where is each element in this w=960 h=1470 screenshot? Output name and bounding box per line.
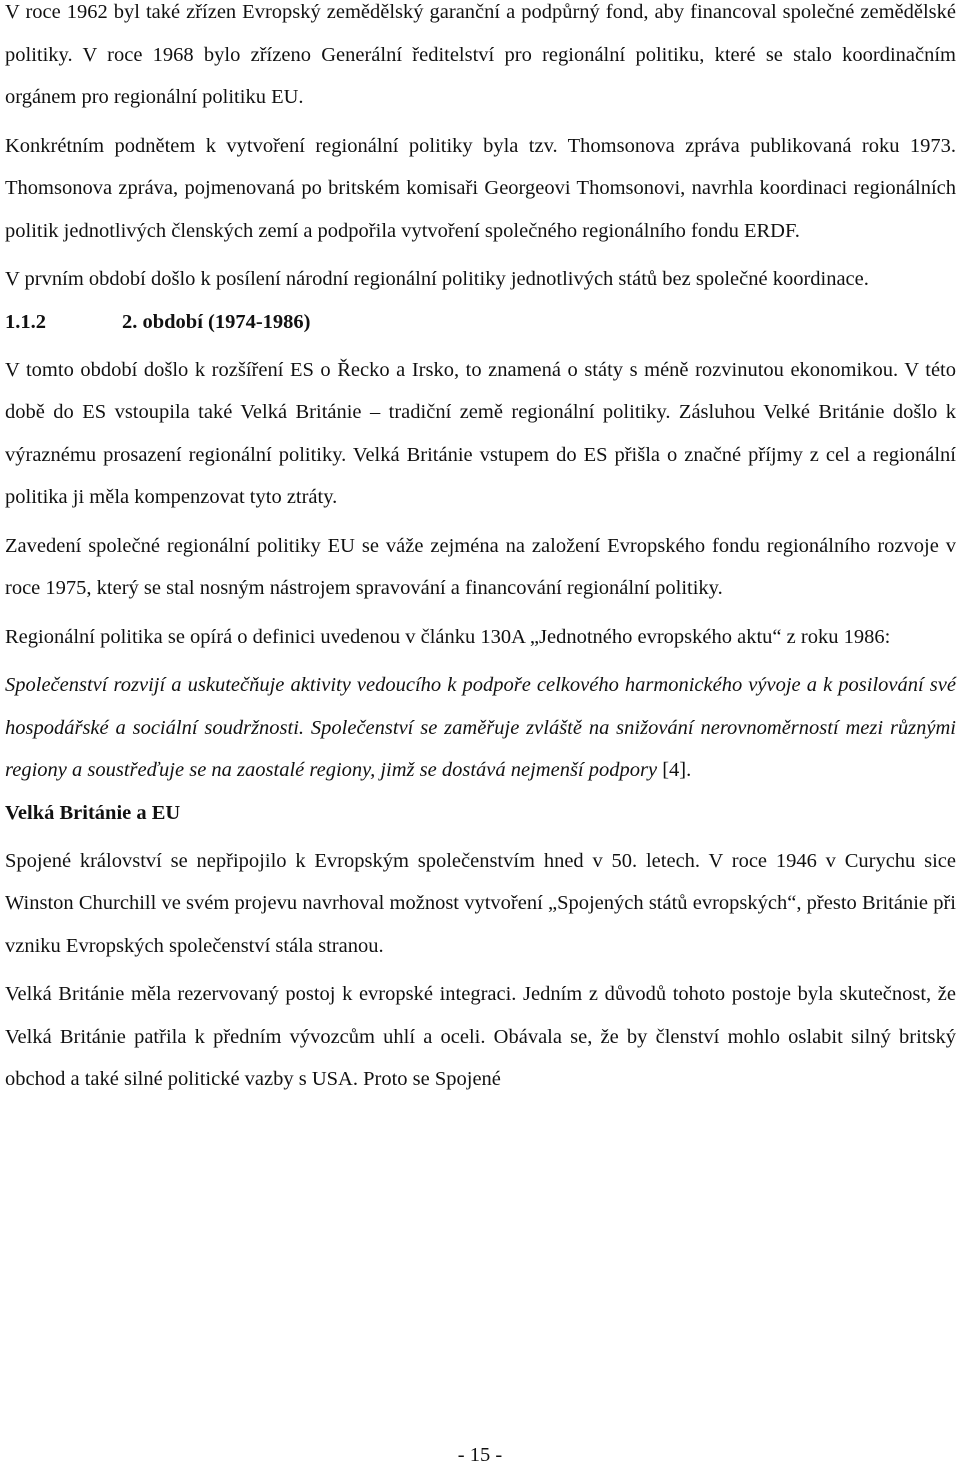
paragraph-definition: Regionální politika se opírá o definici uvedenou v článku 130A „Jednotného evropského aktu“ z roku 1986: <box>5 625 891 648</box>
quote-block <box>5 664 956 792</box>
quote-citation: [4]. <box>657 759 692 781</box>
paragraph-thomson-report: Konkrétním podnětem k vytvoření regionální politiky byla tzv. Thomsonova zpráva publikovaná roku 1973. Thomsonova zpráva, pojmenovaná po britském komisaři Georgeovi Thomsonovi, navrhla koordinaci regionálních politik jednotlivých členských zemí a podpořila vytvoření společného regionálního fondu ERDF. <box>5 134 956 242</box>
section-heading <box>5 301 956 343</box>
section-title: 2. období (1974-1986) <box>122 310 311 333</box>
subheading-uk: Velká Británie a EU <box>5 801 181 824</box>
paragraph-fund: V roce 1962 byl také zřízen Evropský zemědělský garanční a podpůrný fond, aby financoval společné zemědělské politiky. V roce 1968 bylo zřízeno Generální ředitelství pro regionální politiku, které se stalo koordinačním orgánem pro regionální politiku EU. <box>5 1 956 108</box>
section-number: 1.1.2 <box>5 310 46 333</box>
page-number: - 15 - <box>457 1444 503 1466</box>
paragraph-erdf: Zavedení společné regionální politiky EU se váže zejména na založení Evropského fondu regionálního rozvoje v roce 1975, který se stal nosným nástrojem spravování a financování regionální politiky. <box>5 534 956 599</box>
paragraph-enlargement: V tomto období došlo k rozšíření ES o Řecko a Irsko, to znamená o státy s méně rozvinutou ekonomikou. V této době do ES vstoupila také Velká Británie – tradiční země regionální politiky. Zásluhou Velké Británie došlo k výraznému prosazení regionální politiky. Velká Británie vstupem do ES přišla o značné příjmy z cel a regionální politika ji měla kompenzovat tyto ztráty. <box>5 358 956 508</box>
document-page <box>5 0 956 1101</box>
paragraph-first-period: V prvním období došlo k posílení národní regionální politiky jednotlivých států bez společné koordinace. <box>5 268 869 290</box>
paragraph-uk-history: Spojené království se nepřipojilo k Evropským společenstvím hned v 50. letech. V roce 1946 v Curychu sice Winston Churchill ve svém projevu navrhoval možnost vytvoření „Spojených států evropských“, přesto Británie při vzniku Evropských společenství stála stranou. <box>5 849 956 957</box>
paragraph-uk-stance: Velká Británie měla rezervovaný postoj k evropské integraci. Jedním z důvodů tohoto postoje byla skutečnost, že Velká Británie patřila k předním vývozcům uhlí a oceli. Obávala se, že by členství mohlo oslabit silný britský obchod a také silné politické vazby s USA. Proto se Spojené <box>5 983 956 1090</box>
quote-text: Společenství rozvijí a uskutečňuje aktivity vedoucího k podpoře celkového harmonického vývoje a k posilování své hospodářské a sociální soudržnosti. Společenství se zaměřuje zvláště na snižování nerovnoměrností mezi různými regiony a soustřeďuje se na zaostalé regiony, jimž se dostává nejmenší podpory <box>5 674 956 781</box>
